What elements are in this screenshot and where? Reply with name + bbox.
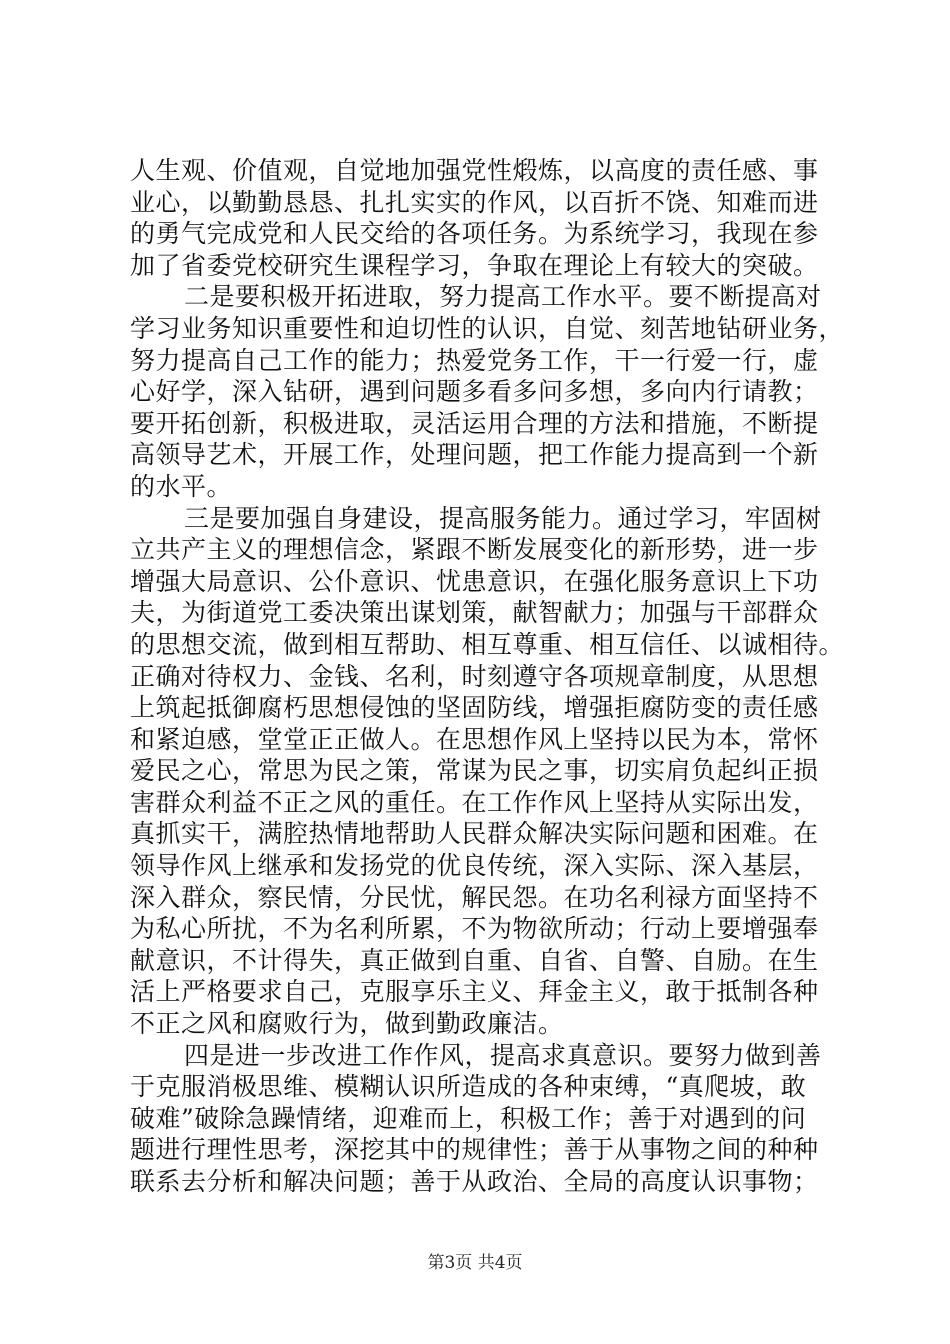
text-line: 害群众利益不正之风的重任。在工作作风上坚持从实际出发， [130, 787, 819, 817]
text-line: 高领导艺术，开展工作，处理问题，把工作能力提高到一个新 [130, 440, 819, 470]
paragraph-start-line: 四是进一步改进工作作风，提高求真意识。要努力做到善 [184, 1040, 822, 1070]
text-line: 努力提高自己工作的能力；热爱党务工作，干一行爱一行，虚 [130, 345, 819, 375]
text-line: 活上严格要求自己，克服享乐主义、拜金主义，敢于抵制各种 [130, 977, 819, 1007]
text-line: 的水平。 [130, 471, 233, 501]
paragraph-start-line: 二是要积极开拓进取，努力提高工作水平。要不断提高对 [184, 282, 822, 312]
text-line: 立共产主义的理想信念，紧跟不断发展变化的新形势，进一步 [130, 535, 819, 565]
text-line: 正确对待权力、金钱、名利，时刻遵守各项规章制度，从思想 [130, 661, 819, 691]
text-line: 于克服消极思维、模糊认识所造成的各种束缚，“真爬坡，敢 [130, 1072, 807, 1102]
paragraph-start-line: 三是要加强自身建设，提高服务能力。通过学习，牢固树 [184, 503, 822, 533]
text-line: 题进行理性思考，深挖其中的规律性；善于从事物之间的种种 [130, 1135, 819, 1165]
text-line: 为私心所扰，不为名利所累，不为物欲所动；行动上要增强奉 [130, 914, 819, 944]
text-line: 心好学，深入钻研，遇到问题多看多问多想，多向内行请教； [130, 377, 819, 407]
text-line: 联系去分析和解决问题；善于从政治、全局的高度认识事物； [130, 1167, 819, 1196]
page-footer [0, 1248, 950, 1273]
text-line: 人生观、价值观，自觉地加强党性煅炼，以高度的责任感、事 [130, 156, 819, 185]
text-line: 的思想交流，做到相互帮助、相互尊重、相互信任、以诚相待。 [130, 629, 845, 659]
text-line: 领导作风上继承和发扬党的优良传统，深入实际、深入基层， [130, 851, 819, 881]
text-line: 加了省委党校研究生课程学习，争取在理论上有较大的突破。 [130, 250, 819, 280]
text-line: 深入群众，察民情，分民忧，解民怨。在功名利禄方面坚持不 [130, 882, 819, 912]
text-line: 要开拓创新，积极进取，灵活运用合理的方法和措施，不断提 [130, 408, 819, 438]
page-number: 第3页 共4页 [427, 1253, 523, 1273]
text-line: 献意识，不计得失，真正做到自重、自省、自警、自励。在生 [130, 945, 819, 975]
text-line: 夫，为街道党工委决策出谋划策，献智献力；加强与干部群众 [130, 598, 819, 628]
body-text [130, 155, 845, 1198]
text-line: 学习业务知识重要性和迫切性的认识，自觉、刻苦地钻研业务， [130, 313, 845, 343]
text-line: 的勇气完成党和人民交给的各项任务。为系统学习，我现在参 [130, 219, 819, 249]
text-line: 和紧迫感，堂堂正正做人。在思想作风上坚持以民为本，常怀 [130, 724, 819, 754]
text-line: 真抓实干，满腔热情地帮助人民群众解决实际问题和困难。在 [130, 819, 819, 849]
text-line: 不正之风和腐败行为，做到勤政廉洁。 [130, 1009, 564, 1039]
text-line: 爱民之心，常思为民之策，常谋为民之事，切实肩负起纠正损 [130, 756, 819, 786]
text-line: 破难”破除急躁情绪，迎难而上，积极工作；善于对遇到的问 [130, 1103, 807, 1133]
text-line: 上筑起抵御腐朽思想侵蚀的坚固防线，增强拒腐防变的责任感 [130, 693, 819, 723]
text-line: 业心，以勤勤恳恳、扎扎实实的作风，以百折不饶、知难而进 [130, 187, 819, 217]
text-line: 增强大局意识、公仆意识、忧患意识，在强化服务意识上下功 [130, 566, 819, 596]
